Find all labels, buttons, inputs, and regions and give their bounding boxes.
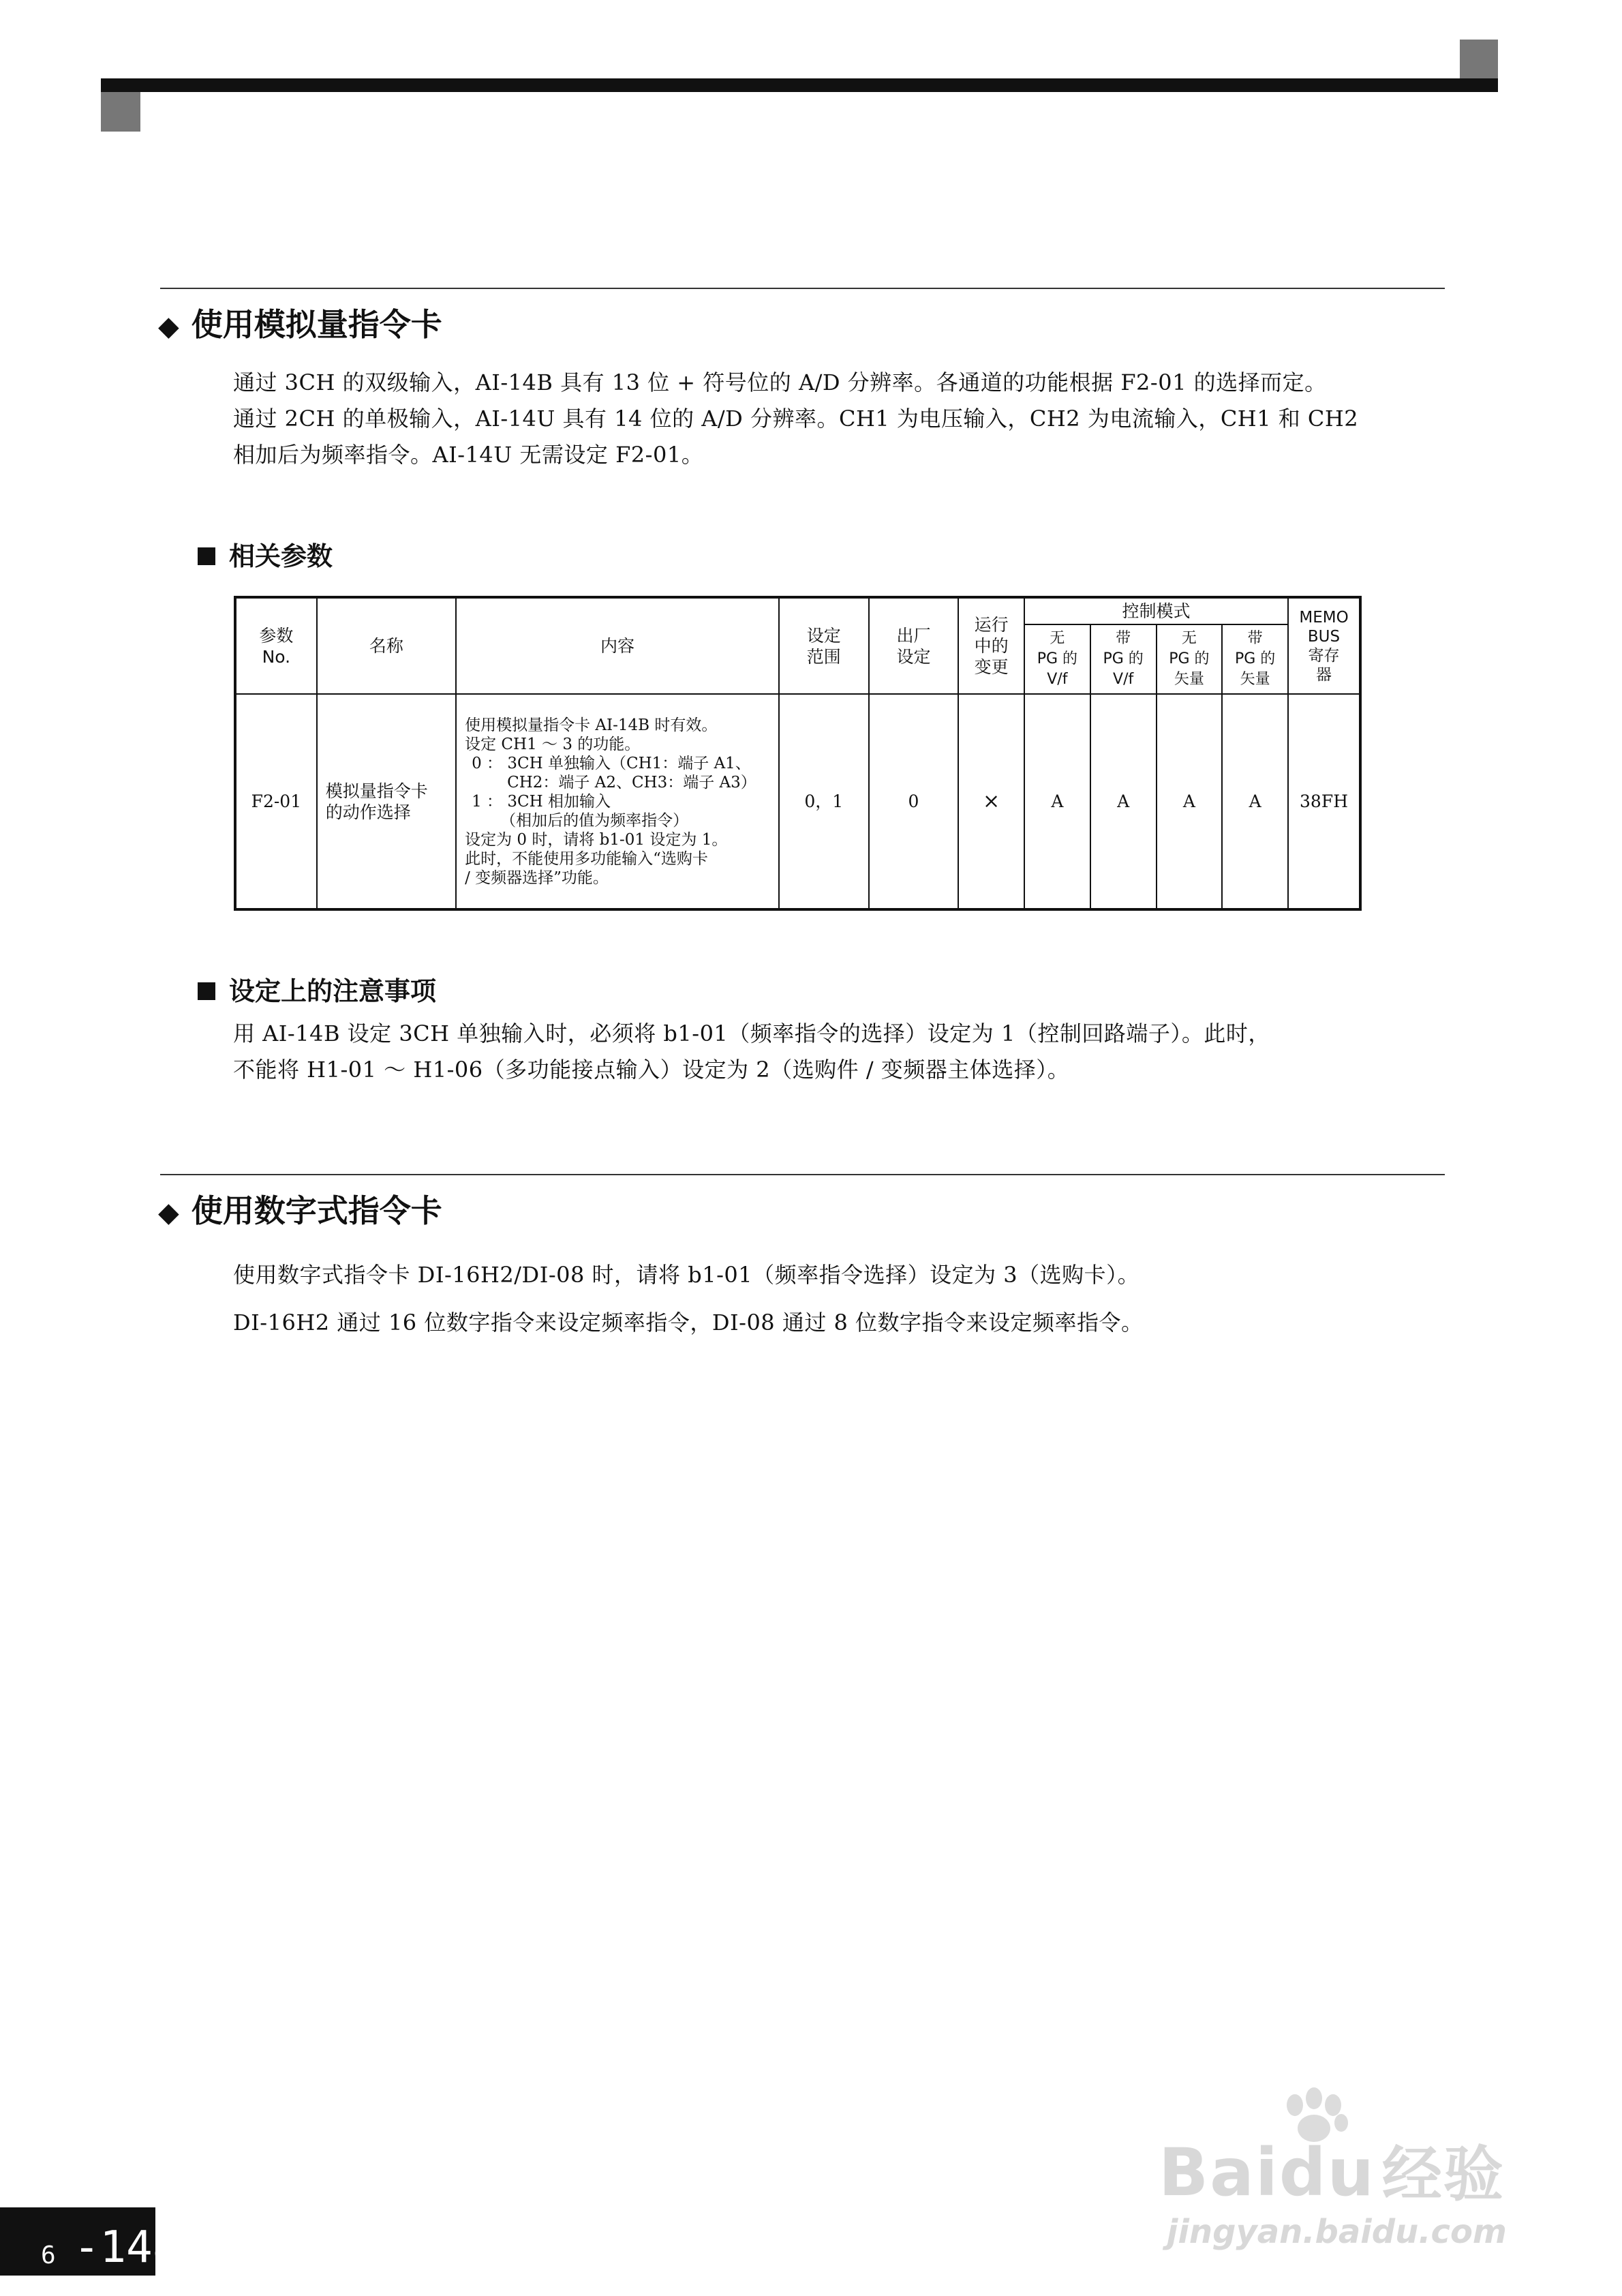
header-mode-vector-pg bbox=[1222, 624, 1288, 694]
notes-line: 用 AI-14B 设定 3CH 单独输入时，必须将 b1-01（频率指令的选择）设定为 1（控制回路端子）。此时， bbox=[233, 1021, 1270, 1046]
header-param-line: No. bbox=[262, 646, 291, 667]
cell-content-line: 设定 CH1 ～ 3 的功能。 bbox=[465, 735, 641, 753]
related-params-title: 相关参数 bbox=[229, 541, 333, 571]
related-params-heading bbox=[198, 535, 333, 573]
header-change-line: 中的 bbox=[974, 636, 1009, 656]
header-factory bbox=[869, 597, 959, 694]
cell-change: × bbox=[958, 694, 1024, 909]
cell-memobus: 38FH bbox=[1288, 694, 1360, 909]
section1-title: 使用模拟量指令卡 bbox=[191, 306, 442, 343]
notes-line: 不能将 H1-01 ～ H1-06（多功能接点输入）设定为 2（选购件 / 变频器主体选择）。 bbox=[233, 1057, 1070, 1083]
page-number: -148 bbox=[74, 2222, 179, 2273]
header-mode-line: PG 的 bbox=[1103, 650, 1144, 667]
header-param bbox=[235, 597, 317, 694]
params-table bbox=[234, 596, 1362, 911]
cell-mode: A bbox=[1222, 694, 1288, 909]
section2-line: DI-16H2 通过 16 位数字指令来设定频率指令，DI-08 通过 8 位数字指令来设定频率指令。 bbox=[233, 1310, 1144, 1335]
header-mode-line: V/f bbox=[1113, 671, 1134, 688]
cell-mode: A bbox=[1024, 694, 1090, 909]
header-range-line: 范围 bbox=[806, 646, 841, 667]
section1-paragraph bbox=[233, 365, 1446, 473]
square-bullet-icon bbox=[198, 982, 215, 1000]
watermark-brand-text: Bai bbox=[1159, 2134, 1279, 2211]
watermark-brand bbox=[1159, 2127, 1505, 2213]
header-change bbox=[958, 597, 1024, 694]
header-memobus-line: 器 bbox=[1316, 665, 1332, 684]
notes-paragraph bbox=[233, 1016, 1446, 1088]
cell-content-line: 1 ： 3CH 相加输入 bbox=[472, 792, 611, 811]
notes-title: 设定上的注意事项 bbox=[229, 976, 437, 1006]
header-mode-line: 带 bbox=[1247, 630, 1263, 647]
cell-name-line: 的动作选择 bbox=[325, 802, 411, 822]
header-content: 内容 bbox=[456, 597, 779, 694]
header-range bbox=[779, 597, 869, 694]
header-factory-line: 出厂 bbox=[896, 625, 931, 646]
cell-name-line: 模拟量指令卡 bbox=[325, 781, 428, 801]
section2-line: 使用数字式指令卡 DI-16H2/DI-08 时，请将 b1-01（频率指令选择）设定为 3（选购卡）。 bbox=[233, 1262, 1140, 1288]
watermark-url: jingyan.baidu.com bbox=[1167, 2213, 1507, 2251]
diamond-icon: ◆ bbox=[158, 311, 179, 342]
cell-content-line: 使用模拟量指令卡 AI-14B 时有效。 bbox=[465, 716, 718, 734]
header-change-line: 变更 bbox=[974, 657, 1009, 677]
cell-content-line: CH2：端子 A2、CH3：端子 A3） bbox=[507, 773, 756, 791]
header-mode-vf-nopg bbox=[1024, 624, 1090, 694]
header-mode-line: 矢量 bbox=[1174, 671, 1204, 688]
header-mode-line: V/f bbox=[1047, 671, 1068, 688]
header-corner-block-left bbox=[101, 92, 140, 132]
notes-heading bbox=[198, 970, 436, 1008]
header-memobus-line: BUS bbox=[1307, 627, 1341, 646]
cell-content bbox=[456, 694, 779, 909]
cell-content-line: （相加后的值为频率指令） bbox=[500, 811, 689, 830]
section1-heading bbox=[158, 300, 442, 345]
header-mode-line: 矢量 bbox=[1240, 671, 1270, 688]
watermark-brand-text2: du bbox=[1279, 2134, 1375, 2211]
section2-paragraph bbox=[233, 1251, 1446, 1346]
cell-content-line: 此时，不能使用多功能输入“选购卡 bbox=[465, 849, 708, 868]
diamond-icon: ◆ bbox=[158, 1197, 179, 1228]
page-number-tab bbox=[0, 2207, 179, 2276]
header-memobus-line: MEMO bbox=[1299, 608, 1349, 626]
cell-mode: A bbox=[1157, 694, 1223, 909]
header-mode-vf-pg bbox=[1090, 624, 1157, 694]
header-param-line: 参数 bbox=[259, 625, 294, 646]
section1-rule bbox=[160, 288, 1445, 289]
header-mode-line: 带 bbox=[1116, 630, 1131, 647]
cell-content-line: / 变频器选择”功能。 bbox=[465, 868, 609, 887]
watermark-cn: 经验 bbox=[1381, 2139, 1505, 2209]
header-change-line: 运行 bbox=[974, 615, 1009, 635]
header-corner-block-right bbox=[1460, 40, 1498, 78]
header-mode-line: PG 的 bbox=[1169, 650, 1210, 667]
section1-line: 通过 3CH 的双级输入，AI-14B 具有 13 位 + 符号位的 A/D 分辨率。各通道的功能根据 F2-01 的选择而定。 bbox=[233, 369, 1327, 395]
table-row bbox=[235, 694, 1360, 909]
cell-name bbox=[317, 694, 456, 909]
cell-mode: A bbox=[1090, 694, 1157, 909]
header-mode-line: 无 bbox=[1050, 630, 1065, 647]
header-memobus bbox=[1288, 597, 1360, 694]
header-mode-line: PG 的 bbox=[1235, 650, 1276, 667]
header-range-line: 设定 bbox=[806, 625, 841, 646]
header-name: 名称 bbox=[317, 597, 456, 694]
cell-content-line: 0 ： 3CH 单独输入（CH1：端子 A1、 bbox=[472, 754, 751, 772]
page-number-prefix: 6 bbox=[41, 2241, 56, 2269]
cell-range: 0，1 bbox=[779, 694, 869, 909]
header-memobus-line: 寄存 bbox=[1308, 646, 1340, 665]
header-mode-vector-nopg bbox=[1157, 624, 1223, 694]
section1-line: 通过 2CH 的单极输入，AI-14U 具有 14 位的 A/D 分辨率。CH1 为电压输入，CH2 为电流输入，CH1 和 CH2 bbox=[233, 406, 1359, 432]
header-factory-line: 设定 bbox=[896, 646, 931, 667]
square-bullet-icon bbox=[198, 547, 215, 565]
header-bar bbox=[101, 78, 1498, 92]
header-mode-line: PG 的 bbox=[1037, 650, 1078, 667]
cell-factory: 0 bbox=[869, 694, 959, 909]
cell-content-line: 设定为 0 时，请将 b1-01 设定为 1。 bbox=[465, 830, 728, 849]
cell-param-no: F2-01 bbox=[235, 694, 317, 909]
header-mode-line: 无 bbox=[1181, 630, 1197, 647]
header-control-mode: 控制模式 bbox=[1024, 597, 1288, 624]
section1-line: 相加后为频率指令。AI-14U 无需设定 F2-01。 bbox=[233, 442, 704, 468]
section2-rule bbox=[160, 1174, 1445, 1175]
section2-title: 使用数字式指令卡 bbox=[191, 1192, 442, 1229]
section2-heading bbox=[158, 1186, 442, 1231]
